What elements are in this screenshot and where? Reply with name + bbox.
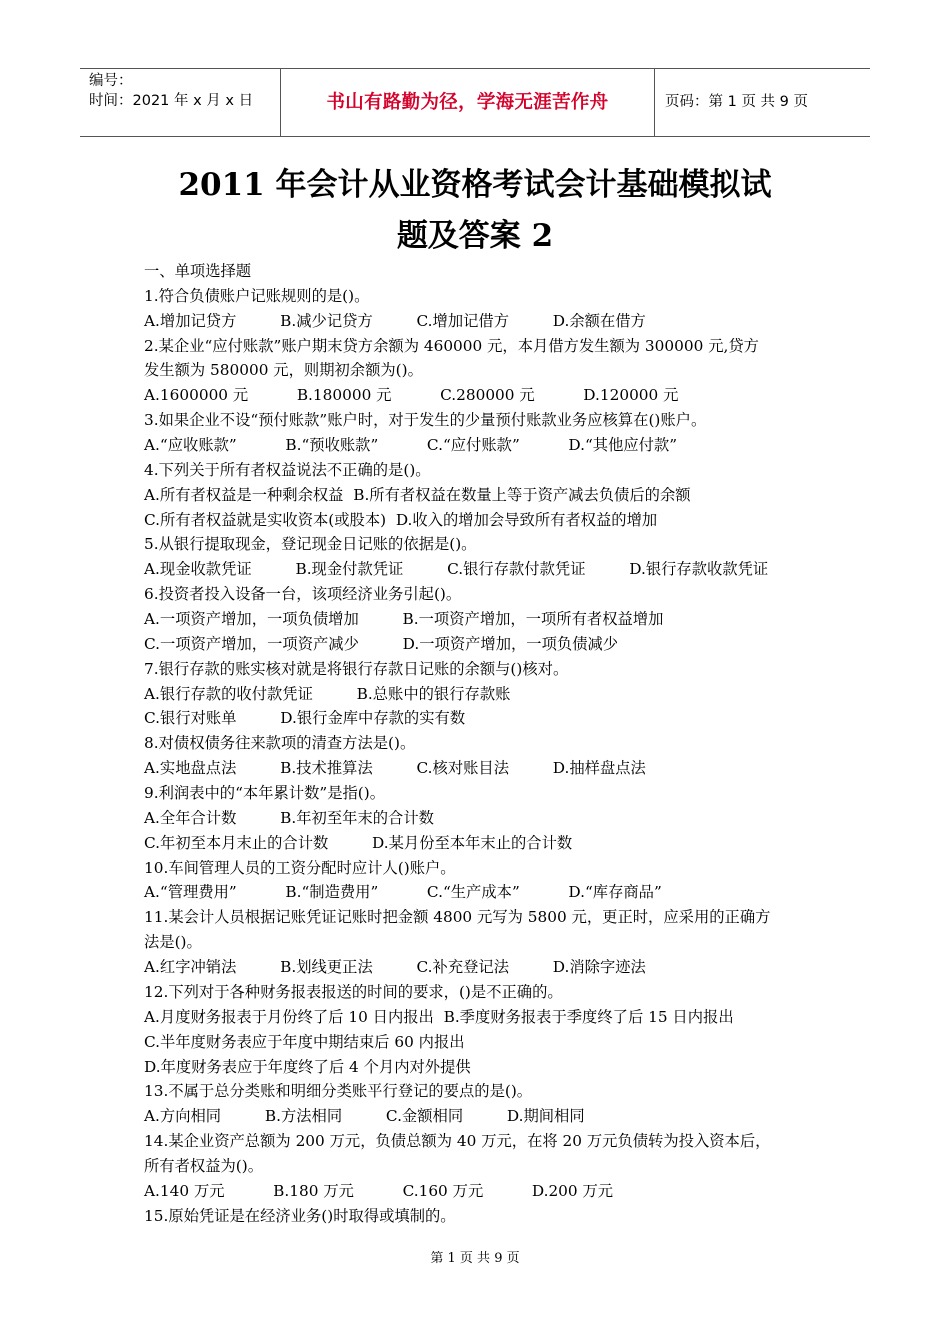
text-line: 7.银行存款的账实核对就是将银行存款日记账的余额与()核对。 bbox=[144, 659, 569, 678]
text-line: A.实地盘点法 B.技术推算法 C.核对账目法 D.抽样盘点法 bbox=[144, 759, 646, 778]
text-line: 1.符合负债账户记账规则的是()。 bbox=[144, 286, 370, 305]
document-title-line-1: 2011 年会计从业资格考试会计基础模拟试 bbox=[178, 167, 772, 203]
text-line: 9.利润表中的“本年累计数”是指()。 bbox=[144, 784, 386, 803]
text-line: 法是()。 bbox=[144, 933, 202, 952]
text-line: C.半年度财务表应于年度中期结束后 60 内报出 bbox=[144, 1032, 465, 1051]
text-line: A.140 万元 B.180 万元 C.160 万元 D.200 万元 bbox=[144, 1181, 614, 1200]
text-line: 11.某会计人员根据记账凭证记账时把金额 4800 元写为 5800 元，更正时，应采用的正确方 bbox=[144, 908, 771, 927]
header-info-cell bbox=[80, 69, 281, 136]
text-line: A.“应收账款” B.“预收账款” C.“应付账款” D.“其他应付款” bbox=[144, 436, 678, 455]
text-line: C.年初至本月末止的合计数 D.某月份至本年末止的合计数 bbox=[144, 833, 573, 852]
text-line: 15.原始凭证是在经济业务()时取得或填制的。 bbox=[144, 1206, 456, 1225]
text-line: D.年度财务表应于年度终了后 4 个月内对外提供 bbox=[144, 1057, 471, 1076]
text-line: C.一项资产增加，一项资产减少 D.一项资产增加，一项负债减少 bbox=[144, 634, 619, 653]
header-page-info: 页码：第 1 页 共 9 页 bbox=[665, 94, 808, 110]
text-line: 4.下列关于所有者权益说法不正确的是()。 bbox=[144, 460, 431, 479]
text-line: 8.对债权债务往来款项的清查方法是()。 bbox=[144, 734, 416, 753]
text-line: A.红字冲销法 B.划线更正法 C.补充登记法 D.消除字迹法 bbox=[144, 958, 646, 977]
text-line: A.增加记贷方 B.减少记贷方 C.增加记借方 D.余额在借方 bbox=[144, 311, 646, 330]
text-line: A.月度财务报表于月份终了后 10 日内报出 B.季度财务报表于季度终了后 15 日内报出 bbox=[144, 1007, 734, 1026]
page-header bbox=[80, 68, 870, 137]
text-line: A.“管理费用” B.“制造费用” C.“生产成本” D.“库存商品” bbox=[144, 883, 662, 902]
text-line: A.现金收款凭证 B.现金付款凭证 C.银行存款付款凭证 D.银行存款收款凭证 bbox=[144, 560, 769, 579]
text-line: 2.某企业“应付账款”账户期末贷方余额为 460000 元，本月借方发生额为 300000 元,贷方 bbox=[144, 336, 759, 355]
text-line: A.1600000 元 B.180000 元 C.280000 元 D.120000 元 bbox=[144, 386, 679, 405]
text-line: 3.如果企业不设“预付账款”账户时，对于发生的少量预付账款业务应核算在()账户。 bbox=[144, 411, 707, 430]
document-date-label: 时间：2021 年 x 月 x 日 bbox=[89, 93, 254, 109]
text-line: C.所有者权益就是实收资本(或股本) D.收入的增加会导致所有者权益的增加 bbox=[144, 510, 658, 529]
question-body bbox=[144, 259, 824, 1229]
text-line: A.方向相同 B.方法相同 C.金额相同 D.期间相同 bbox=[144, 1107, 585, 1126]
text-line: 所有者权益为()。 bbox=[144, 1156, 264, 1175]
header-motto-cell bbox=[281, 69, 655, 136]
text-line: 6.投资者投入设备一台，该项经济业务引起()。 bbox=[144, 585, 462, 604]
page-footer: 第 1 页 共 9 页 bbox=[430, 1251, 520, 1266]
text-line: 10.车间管理人员的工资分配时应计人()账户。 bbox=[144, 858, 456, 877]
document-title-line-2: 题及答案 2 bbox=[396, 218, 554, 254]
text-line: 12.下列对于各种财务报表报送的时间的要求，()是不正确的。 bbox=[144, 982, 563, 1001]
text-line: 发生额为 580000 元，则期初余额为()。 bbox=[144, 361, 423, 380]
text-line: A.一项资产增加，一项负债增加 B.一项资产增加，一项所有者权益增加 bbox=[144, 610, 664, 629]
text-line: A.所有者权益是一种剩余权益 B.所有者权益在数量上等于资产减去负债后的余额 bbox=[144, 485, 691, 504]
text-line: 一、单项选择题 bbox=[144, 262, 252, 280]
header-motto: 书山有路勤为径，学海无涯苦作舟 bbox=[326, 92, 609, 113]
text-line: A.全年合计数 B.年初至年末的合计数 bbox=[144, 808, 434, 827]
text-line: 14.某企业资产总额为 200 万元，负债总额为 40 万元，在将 20 万元负债转为投入资本后， bbox=[144, 1132, 771, 1151]
text-line: 13.不属于总分类账和明细分类账平行登记的要点的是()。 bbox=[144, 1082, 533, 1101]
text-line: 5.从银行提取现金，登记现金日记账的依据是()。 bbox=[144, 535, 477, 554]
header-page-cell bbox=[655, 69, 870, 136]
text-line: C.银行对账单 D.银行金库中存款的实有数 bbox=[144, 709, 466, 728]
document-number-label: 编号： bbox=[89, 73, 133, 89]
text-line: A.银行存款的收付款凭证 B.总账中的银行存款账 bbox=[144, 684, 511, 703]
